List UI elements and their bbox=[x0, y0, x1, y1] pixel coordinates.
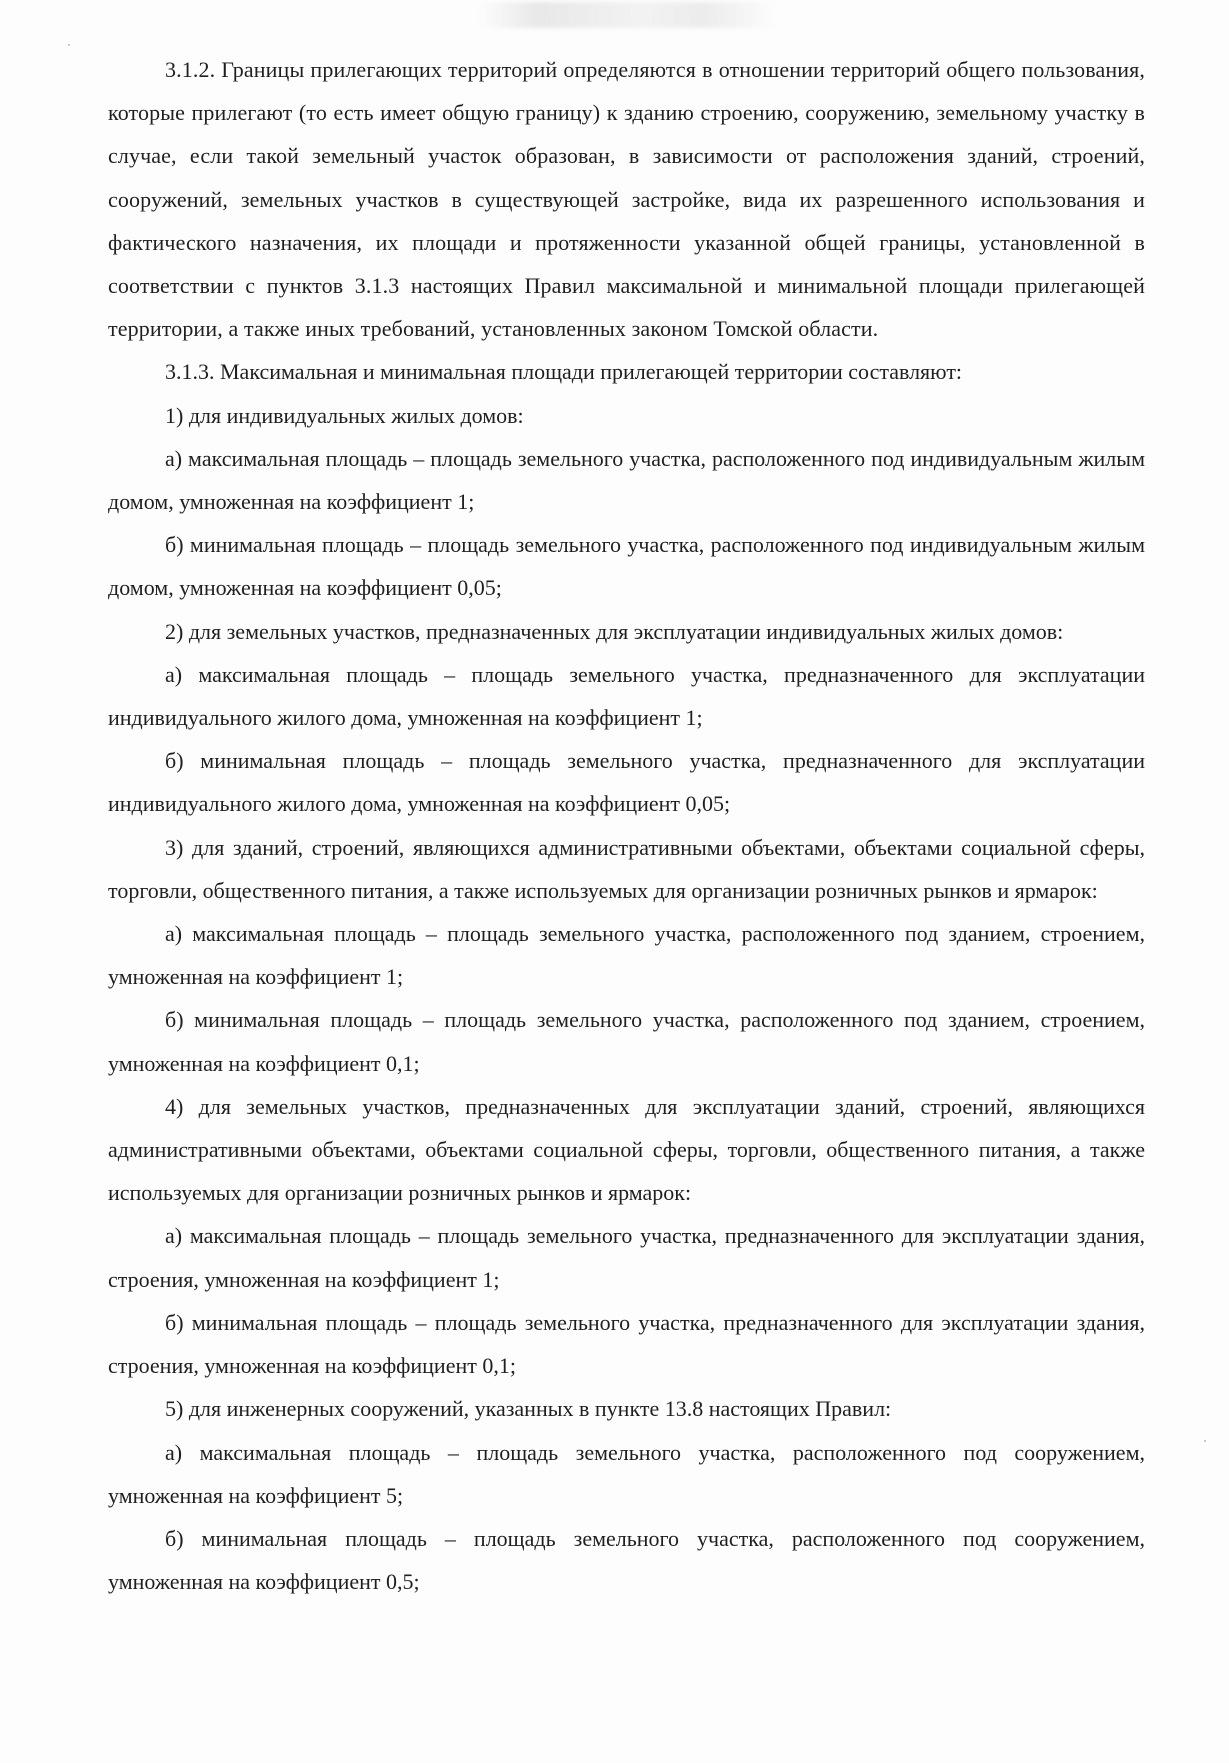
scan-smudge bbox=[478, 2, 778, 28]
paragraph-3-1-2: 3.1.2. Границы прилегающих территорий определяются в отношении территорий общего пользования, которые прилегают (то есть имеет общую границу) к зданию строению, сооружению, земельному участку в случае, если такой земельный участок образован, в зависимости от расположения зданий, строений, сооружений, земельных участков в существующей застройке, вида их разрешенного использования и фактического назначения, их площади и протяженности указанной общей границы, установленной в соответствии с пунктов 3.1.3 настоящих Правил максимальной и минимальной площади прилегающей территории, а также иных требований, установленных законом Томской области. bbox=[108, 57, 1145, 342]
document-body bbox=[108, 48, 1145, 1603]
list-item-2b: б) минимальная площадь – площадь земельного участка, предназначенного для эксплуатации индивидуального жилого дома, умноженная на коэффициент 0,05; bbox=[108, 748, 1145, 817]
list-item-3b: б) минимальная площадь – площадь земельного участка, расположенного под зданием, строением, умноженная на коэффициент 0,1; bbox=[108, 1007, 1145, 1076]
list-item-1b: б) минимальная площадь – площадь земельного участка, расположенного под индивидуальным жилым домом, умноженная на коэффициент 0,05; bbox=[108, 532, 1145, 601]
list-item-1: 1) для индивидуальных жилых домов: bbox=[165, 402, 524, 428]
list-item-5b: б) минимальная площадь – площадь земельного участка, расположенного под сооружением, умноженная на коэффициент 0,5; bbox=[108, 1525, 1145, 1595]
list-item-2a: а) максимальная площадь – площадь земельного участка, предназначенного для эксплуатации индивидуального жилого дома, умноженная на коэффициент 1; bbox=[108, 661, 1145, 731]
list-item-4: 4) для земельных участков, предназначенных для эксплуатации зданий, строений, являющихся административными объектами, объектами социальной сферы, торговли, общественного питания, а также используемых для организации розничных рынков и ярмарок: bbox=[108, 1093, 1145, 1206]
list-item-4a: а) максимальная площадь – площадь земельного участка, предназначенного для эксплуатации здания, строения, умноженная на коэффициент 1; bbox=[108, 1223, 1145, 1292]
scan-speck bbox=[1204, 1440, 1206, 1442]
list-item-3: 3) для зданий, строений, являющихся административными объектами, объектами социальной сферы, торговли, общественного питания, а также используемых для организации розничных рынков и ярмарок: bbox=[108, 834, 1145, 903]
list-item-3a: а) максимальная площадь – площадь земельного участка, расположенного под зданием, строением, умноженная на коэффициент 1; bbox=[108, 921, 1145, 990]
list-item-2: 2) для земельных участков, предназначенных для эксплуатации индивидуальных жилых домов: bbox=[165, 618, 1064, 644]
scan-speck bbox=[68, 44, 70, 46]
list-item-5: 5) для инженерных сооружений, указанных в пункте 13.8 настоящих Правил: bbox=[165, 1396, 892, 1422]
list-item-1a: а) максимальная площадь – площадь земельного участка, расположенного под индивидуальным жилым домом, умноженная на коэффициент 1; bbox=[108, 445, 1145, 515]
list-item-5a: а) максимальная площадь – площадь земельного участка, расположенного под сооружением, умноженная на коэффициент 5; bbox=[108, 1439, 1145, 1508]
paragraph-3-1-3: 3.1.3. Максимальная и минимальная площади прилегающей территории составляют: bbox=[165, 359, 963, 385]
list-item-4b: б) минимальная площадь – площадь земельного участка, предназначенного для эксплуатации здания, строения, умноженная на коэффициент 0,1; bbox=[108, 1309, 1145, 1379]
